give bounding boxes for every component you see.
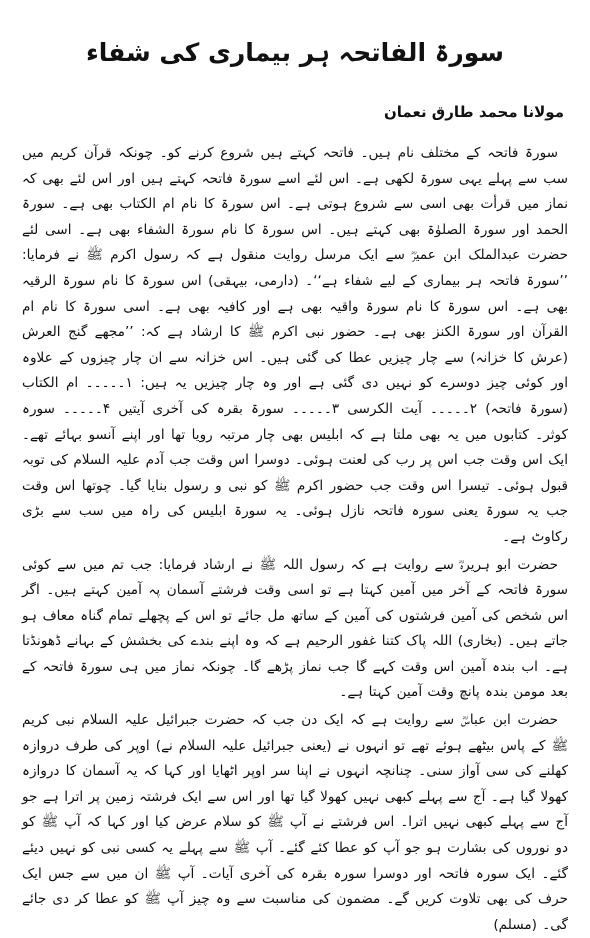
- paragraph-text: حضرت ابن عباسؓ سے روایت ہے کہ ایک دن جب کہ حضرت جبرائیل علیہ السلام نبی کریم ﷺ کے پاس بیٹھے ہوئے تھے تو انہوں نے (یعنی جبرائیل علیہ السلام نے) اوپر کی طرف دروازہ کھلنے کی سی آواز سنی۔ چنانچہ انہوں نے اپنا سر اوپر اٹھایا اور کہا کہ یہ آسمان کا دروازہ کھولا گیا ہے۔ آج سے پہلے کبھی نہیں کھولا گیا تھا اور اس سے ایک فرشتہ زمین پر اترا ہے جو آج سے پہلے کبھی نہیں اترا۔ اس فرشتے نے آپ ﷺ کو سلام عرض کیا اور کہا کہ آپ ﷺ کو دو نوروں کی بشارت ہو جو آپ کو عطا کئے گئے۔ آپ ﷺ سے پہلے یہ کسی نبی کو نہیں دیئے گئے۔ ایک سورہ فاتحہ اور دوسرا سورہ بقرہ کی آخری آیات۔ آپ ﷺ ان میں سے جس ایک حرف کی بھی تلاوت کریں گے۔ مضمون کی مناسبت سے وہ چیز آپ ﷺ کو عطا کر دی جائے گی۔ (مسلم): [22, 712, 568, 933]
- author-name: مولانا محمد طارق نعمان: [383, 103, 564, 121]
- paragraph-2: [22, 553, 568, 707]
- paragraph-text: حضرت ابو ہریرہؓ سے روایت ہے کہ رسول اللہ ﷺ نے ارشاد فرمایا: جب تم میں سے کوئی سورۃ فاتحہ کے آخر میں آمین کہتا ہے تو اسی وقت فرشتے آسمان پہ آمین کہتے ہیں۔ اگر اس شخص کی آمین فرشتوں کی آمین کے ساتھ مل جائے تو اس کے پچھلے تمام گناہ معاف ہو جاتے ہیں۔ (بخاری) اللہ پاک کتنا غفور الرحیم ہے کہ وہ اپنے بندے کی بخشش کے بہانے ڈھونڈتا ہے۔ اب بندہ آمین اس وقت کہے گا جب نماز پڑھے گا۔ چونکہ نماز میں ہی سورۃ فاتحہ کے بعد مومن بندہ پانچ وقت آمین کہتا ہے۔: [22, 556, 568, 701]
- paragraph-text: سورۃ فاتحہ کے مختلف نام ہیں۔ فاتحہ کہتے ہیں شروع کرنے کو۔ چونکہ قرآن کریم میں سب سے پہلے یہی سورۃ لکھی ہے۔ اس لئے اسے سورۃ فاتحہ کہتے ہیں اور اس لئے بھی کہ نماز میں قرأت بھی اسی سے شروع ہوتی ہے۔ اس سورۃ کا نام ام الکتاب بھی ہے۔ سورۃ الحمد اور سورۃ الصلوٰۃ بھی کہتے ہیں۔ اس سورۃ کا نام سورۃ الشفاء بھی ہے۔ اسی لئے حضرت عبدالملک ابن عمیرؓ سے ایک مرسل روایت منقول ہے کہ رسول اکرم ﷺ نے فرمایا: ’’سورۃ فاتحہ ہر بیماری کے لیے شفاء ہے‘‘۔ (دارمی، بیہقی) اس سورۃ کا نام سورۃ الرقیہ بھی ہے۔ اس سورۃ کا نام سورۃ واقیہ بھی ہے اور کافیہ بھی ہے۔ اسی سورۃ کا نام ام القرآن اور سورۃ الکنز بھی ہے۔ حضور نبی اکرم ﷺ کا ارشاد ہے کہ: ’’مجھے گنج العرش (عرش کا خزانہ) سے چار چیزیں عطا کی گئی ہیں۔ اس خزانہ سے ان چار چیزوں کے علاوہ اور کوئی چیز دوسرے کو نہیں دی گئی ہے اور وہ چار چیزیں یہ ہیں: ۱۔۔۔۔۔ ام الکتاب (سورۃ فاتحہ) ۲۔۔۔۔۔ آیت الکرسی ۳۔۔۔۔۔ سورۃ بقرہ کی آخری آیتیں ۴۔۔۔۔۔ سورہ کوثر۔ کتابوں میں یہ بھی ملتا ہے کہ ابلیس بھی چار مرتبہ رویا تھا اور اپنے آنسو بہائے تھے۔ ایک اس وقت جب اس پر رب کی لعنت ہوئی۔ دوسرا اس وقت جب آدم علیہ السلام کی توبہ قبول ہوئی۔ تیسرا اس وقت جب حضور اکرم ﷺ کو نبی و رسول بنایا گیا۔ چوتھا اس وقت جب یہ سورۃ یعنی سورہ فاتحہ نازل ہوئی۔ یہ سورۃ ابلیس کی راہ میں سب سے بڑی رکاوٹ ہے۔: [22, 145, 569, 545]
- paragraph-3: [22, 708, 568, 938]
- paragraph-1: [22, 141, 568, 551]
- article-title: سورۃ الفاتحہ ہر بیماری کی شفاء: [85, 38, 505, 67]
